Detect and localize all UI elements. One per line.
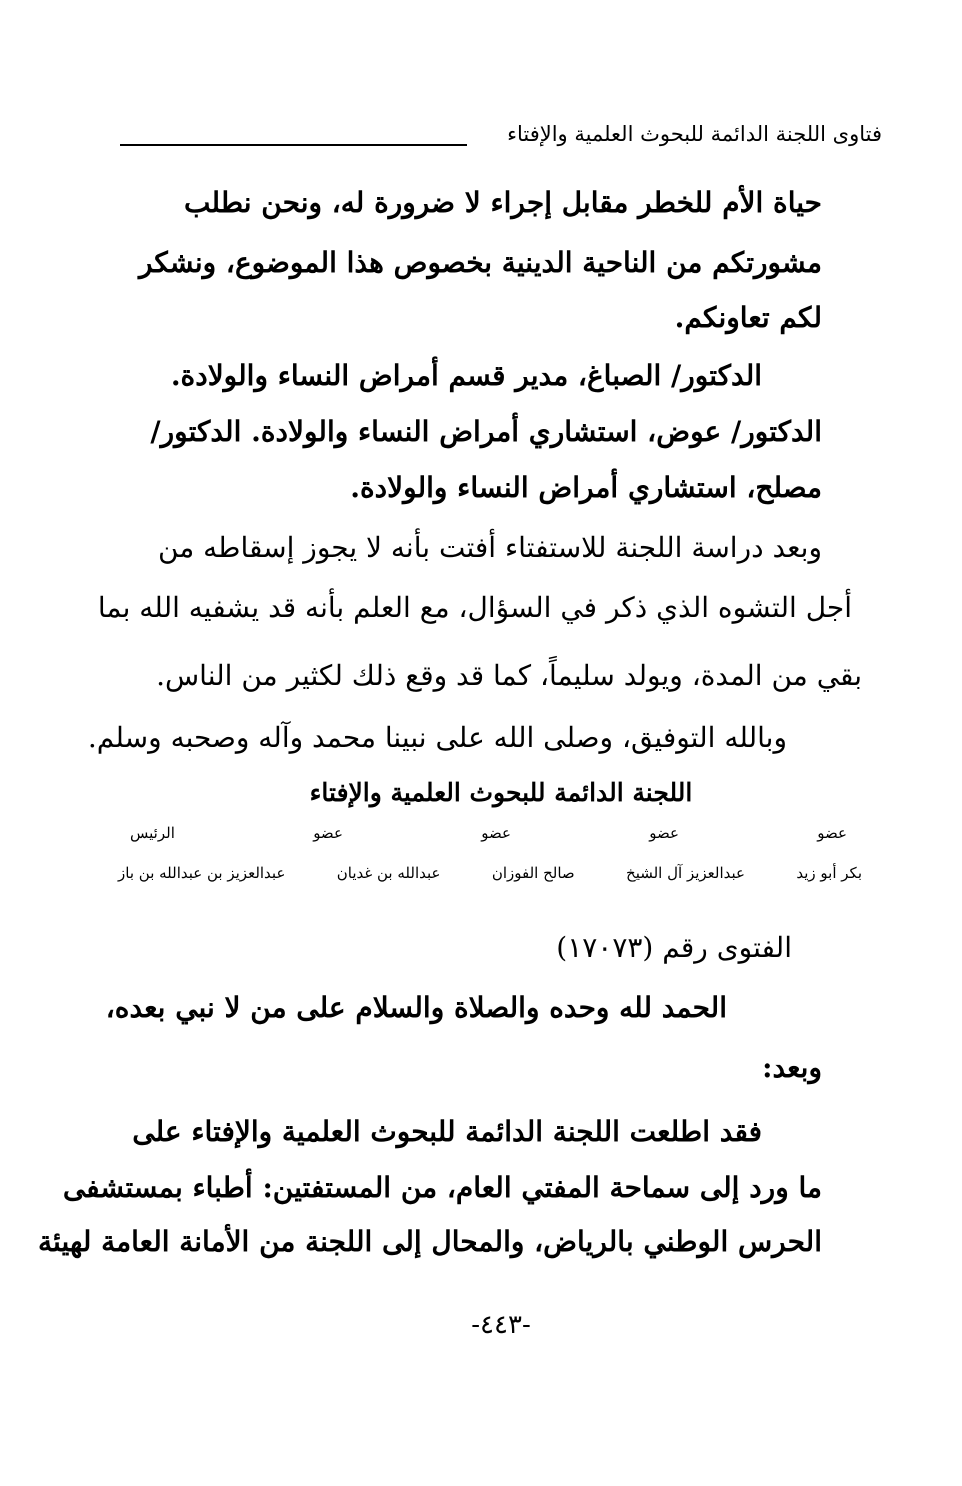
signatory-line: الدكتور/ الصباغ، مدير قسم أمراض النساء والولادة.: [170, 359, 762, 392]
opening-line: وبعد:: [762, 1051, 822, 1084]
fatwa-number: الفتوى رقم (١٧٠٧٣): [556, 931, 792, 964]
running-header: [120, 122, 882, 158]
closing-line: وبالله التوفيق، وصلى الله على نبينا محمد وآله وصحبه وسلم.: [87, 721, 787, 754]
member-name: صالح الفوزان: [491, 864, 575, 882]
member-name: بكر أبو زيد: [796, 864, 862, 882]
paragraph-line: حياة الأم للخطر مقابل إجراء لا ضرورة له، ونحن نطلب: [184, 186, 822, 219]
signatory-line: الدكتور/ عوض، استشاري أمراض النساء والولادة. الدكتور/: [150, 415, 822, 448]
member-role: عضو: [649, 824, 679, 842]
answer-line: أجل التشوه الذي ذكر في السؤال، مع العلم بأنه قد يشفيه الله بما: [97, 591, 852, 624]
header-title: فتاوى اللجنة الدائمة للبحوث العلمية والإفتاء: [507, 122, 882, 146]
opening-line: الحمد لله وحده والصلاة والسلام على من لا نبي بعده،: [105, 991, 727, 1024]
body-line: الحرس الوطني بالرياض، والمحال إلى اللجنة من الأمانة العامة لهيئة: [38, 1225, 822, 1258]
member-role: الرئيس: [130, 824, 175, 842]
member-names: [118, 864, 862, 882]
member-role: عضو: [817, 824, 847, 842]
member-role: عضو: [313, 824, 343, 842]
member-name: عبدالعزيز بن عبدالله بن باز: [118, 864, 286, 882]
member-roles: [130, 824, 847, 842]
header-rule: [120, 144, 467, 146]
signatory-line: مصلح، استشاري أمراض النساء والولادة.: [350, 471, 822, 504]
member-name: عبدالله بن غديان: [336, 864, 441, 882]
paragraph-line: مشورتكم من الناحية الدينية بخصوص هذا الموضوع، ونشكر: [138, 246, 822, 279]
page-number: -٤٤٣-: [471, 1310, 531, 1340]
body-line: فقد اطلعت اللجنة الدائمة للبحوث العلمية والإفتاء على: [132, 1115, 762, 1148]
answer-line: بقي من المدة، ويولد سليماً، كما قد وقع ذلك لكثير من الناس.: [156, 659, 862, 692]
member-role: عضو: [481, 824, 511, 842]
committee-title: اللجنة الدائمة للبحوث العلمية والإفتاء: [309, 778, 693, 807]
body-line: ما ورد إلى سماحة المفتي العام، من المستفتين: أطباء بمستشفى: [62, 1171, 822, 1204]
answer-line: وبعد دراسة اللجنة للاستفتاء أفتت بأنه لا يجوز إسقاطه من: [157, 531, 822, 564]
paragraph-line: لكم تعاونكم.: [674, 301, 822, 334]
member-name: عبدالعزيز آل الشيخ: [626, 864, 745, 882]
